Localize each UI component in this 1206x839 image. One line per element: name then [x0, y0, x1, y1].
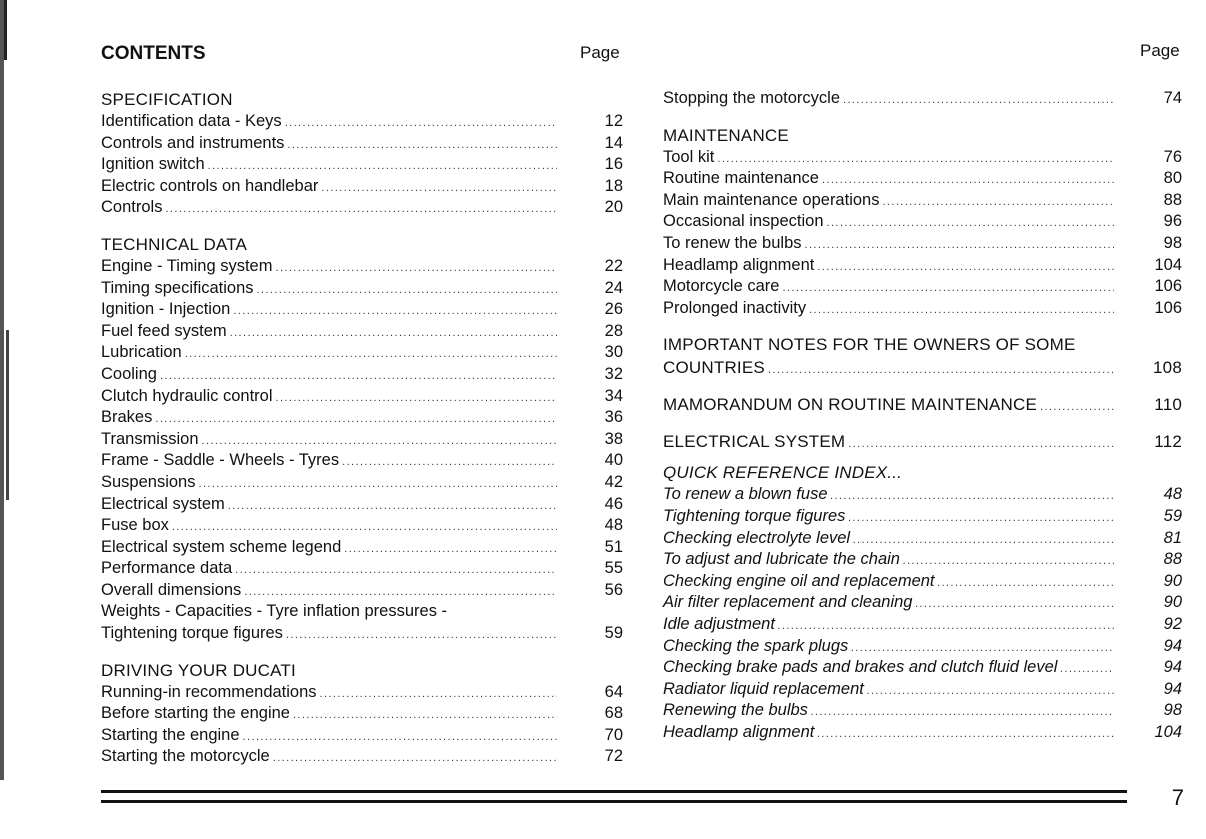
toc-entry[interactable]: Tightening torque figures ..... 59 — [101, 623, 623, 645]
section-heading-important-notes: IMPORTANT NOTES FOR THE OWNERS OF SOME — [663, 335, 1076, 355]
toc-entry[interactable]: Fuel feed system ..... 28 — [101, 321, 623, 343]
toc-entry[interactable]: Identification data - Keys ..... 12 — [101, 111, 623, 133]
section-heading-quick-reference: QUICK REFERENCE INDEX... — [663, 463, 903, 483]
toc-entry[interactable]: Fuse box ..... 48 — [101, 515, 623, 537]
toc-entry[interactable]: Running-in recommendations ..... 64 — [101, 682, 623, 704]
toc-entry-quick[interactable]: To adjust and lubricate the chain ..... 88 — [663, 549, 1182, 571]
toc-entry[interactable]: Overall dimensions ..... 56 — [101, 580, 623, 602]
toc-entry[interactable]: Routine maintenance ..... 80 — [663, 168, 1182, 190]
toc-entry[interactable]: Clutch hydraulic control ..... 34 — [101, 386, 623, 408]
toc-entry[interactable]: Suspensions ..... 42 — [101, 472, 623, 494]
toc-entry-quick[interactable]: Idle adjustment ..... 92 — [663, 614, 1182, 636]
section-heading-technical-data: TECHNICAL DATA — [101, 234, 248, 254]
toc-entry[interactable]: Starting the motorcycle ..... 72 — [101, 746, 623, 768]
toc-entry[interactable]: Cooling ..... 32 — [101, 364, 623, 386]
toc-entry[interactable]: Occasional inspection ..... 96 — [663, 211, 1182, 233]
section-heading-driving: DRIVING YOUR DUCATI — [101, 660, 296, 680]
page-column-label-right: Page — [1140, 41, 1180, 60]
toc-entry[interactable]: Frame - Saddle - Wheels - Tyres ..... 40 — [101, 450, 623, 472]
toc-entry-quick[interactable]: Radiator liquid replacement ..... 94 — [663, 679, 1182, 701]
left-toc-column — [101, 88, 623, 768]
footer-rule-top — [101, 790, 1127, 793]
toc-entry[interactable]: Engine - Timing system ..... 22 — [101, 256, 623, 278]
toc-entry[interactable]: Ignition switch ..... 16 — [101, 154, 623, 176]
toc-entry-important-notes[interactable]: COUNTRIES ..... 108 — [663, 356, 1182, 379]
section-heading-specification: SPECIFICATION — [101, 90, 233, 109]
toc-entry[interactable]: Main maintenance operations ..... 88 — [663, 190, 1182, 212]
toc-entry[interactable]: Starting the engine ..... 70 — [101, 725, 623, 747]
toc-entry[interactable]: Headlamp alignment ..... 104 — [663, 255, 1182, 277]
toc-entry[interactable]: Prolonged inactivity ..... 106 — [663, 298, 1182, 320]
footer-rule-bottom — [101, 800, 1127, 803]
toc-entry-memorandum[interactable]: MAMORANDUM ON ROUTINE MAINTENANCE ..... 110 — [663, 393, 1182, 416]
toc-entry[interactable]: Controls and instruments ..... 14 — [101, 133, 623, 155]
toc-entry-stopping[interactable]: Stopping the motorcycle ..... 74 — [663, 88, 1182, 110]
page-number: 7 — [1171, 785, 1184, 810]
toc-entry-quick[interactable]: Checking the spark plugs ..... 94 — [663, 636, 1182, 658]
right-toc-column — [663, 88, 1182, 743]
toc-entry-quick[interactable]: Checking engine oil and replacement ..... 90 — [663, 571, 1182, 593]
toc-entry-quick[interactable]: Headlamp alignment ..... 104 — [663, 722, 1182, 744]
toc-entry-first-line: Weights - Capacities - Tyre inflation pressures - — [101, 602, 448, 621]
toc-entry-quick[interactable]: To renew a blown fuse ..... 48 — [663, 484, 1182, 506]
toc-entry[interactable]: Controls ..... 20 — [101, 197, 623, 219]
toc-entry-quick[interactable]: Checking brake pads and brakes and clutch fluid level ..... 94 — [663, 657, 1182, 679]
toc-entry[interactable]: Performance data ..... 55 — [101, 558, 623, 580]
toc-entry-electrical-system[interactable]: ELECTRICAL SYSTEM ..... 112 — [663, 430, 1182, 453]
toc-entry-quick[interactable]: Checking electrolyte level ..... 81 — [663, 528, 1182, 550]
toc-entry-quick[interactable]: Renewing the bulbs ..... 98 — [663, 700, 1182, 722]
contents-title: CONTENTS — [101, 43, 206, 64]
toc-entry[interactable]: Electrical system scheme legend ..... 51 — [101, 537, 623, 559]
page-column-label-left: Page — [580, 43, 620, 62]
toc-entry[interactable]: Motorcycle care ..... 106 — [663, 276, 1182, 298]
toc-entry-quick[interactable]: Tightening torque figures ..... 59 — [663, 506, 1182, 528]
scan-binding-edge — [0, 0, 10, 780]
section-heading-maintenance: MAINTENANCE — [663, 125, 789, 145]
toc-entry-quick[interactable]: Air filter replacement and cleaning ..... 90 — [663, 592, 1182, 614]
toc-entry[interactable]: Electric controls on handlebar ..... 18 — [101, 176, 623, 198]
toc-entry[interactable]: Lubrication ..... 30 — [101, 342, 623, 364]
toc-entry[interactable]: Brakes ..... 36 — [101, 407, 623, 429]
toc-entry[interactable]: To renew the bulbs ..... 98 — [663, 233, 1182, 255]
toc-entry[interactable]: Tool kit ..... 76 — [663, 147, 1182, 169]
toc-entry[interactable]: Transmission ..... 38 — [101, 429, 623, 451]
toc-entry[interactable]: Ignition - Injection ..... 26 — [101, 299, 623, 321]
toc-entry[interactable]: Electrical system ..... 46 — [101, 494, 623, 516]
toc-entry[interactable]: Timing specifications ..... 24 — [101, 278, 623, 300]
toc-entry[interactable]: Before starting the engine ..... 68 — [101, 703, 623, 725]
